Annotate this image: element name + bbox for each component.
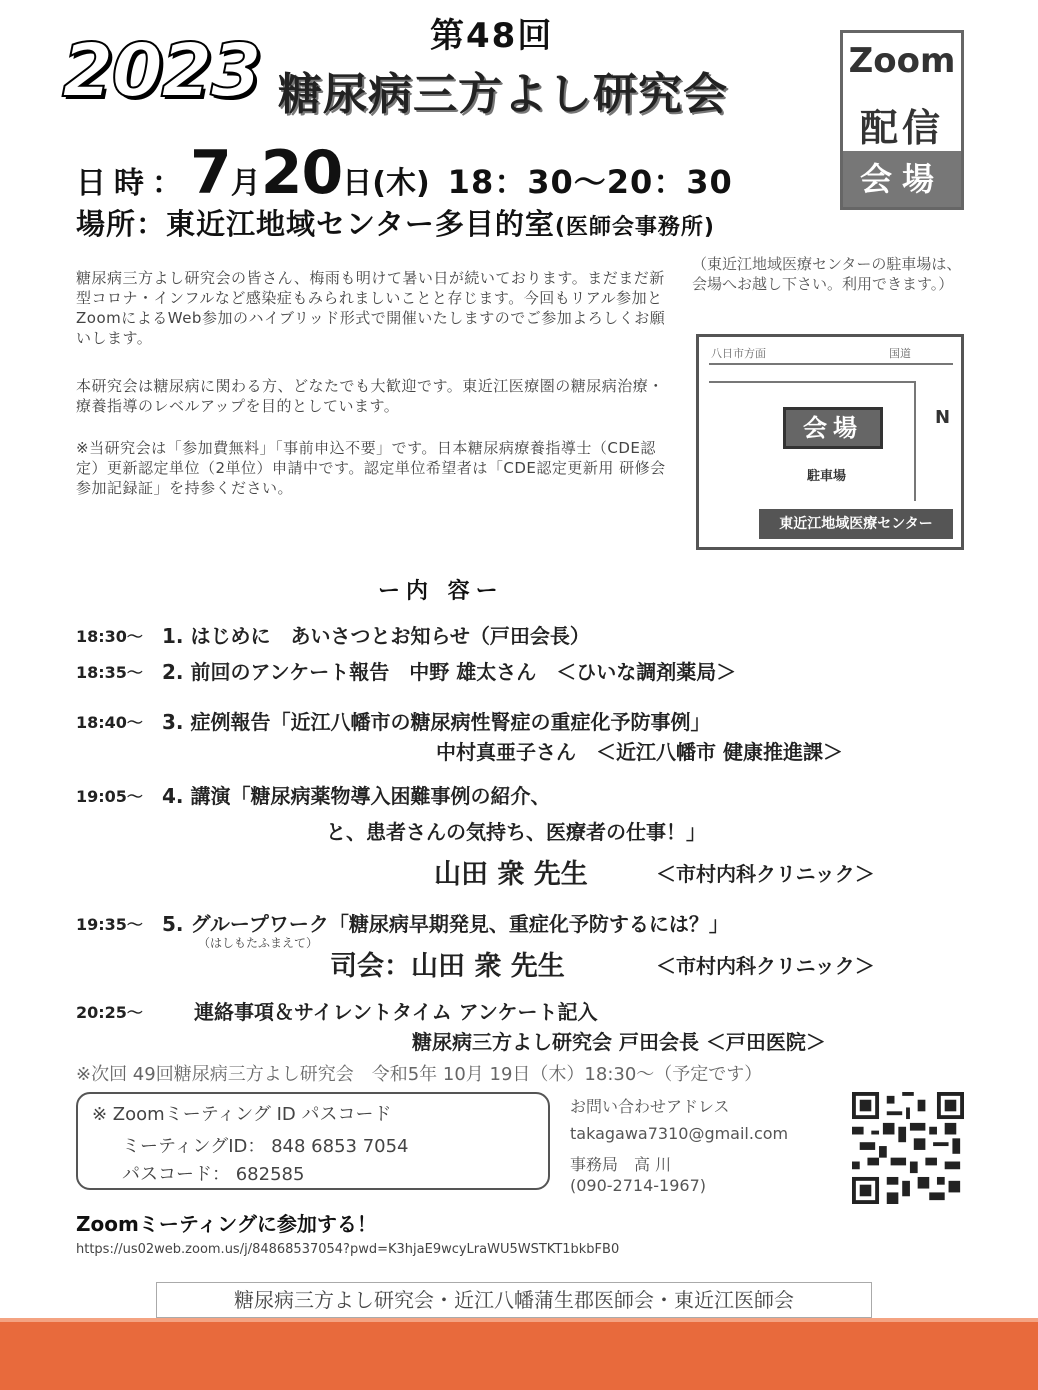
zoom-info-box — [76, 1092, 550, 1190]
program-time: 18:30～ — [76, 627, 143, 646]
map-note: （東近江地域医療センターの駐車場は、会場へお越し下さい。利用できます。） — [692, 255, 962, 293]
speaker-affiliation: ＜市村内科クリニック＞ — [656, 862, 875, 886]
map-center-label: 東近江地域医療センター — [759, 509, 953, 539]
map-road-line — [709, 381, 914, 383]
year-label: 2023 — [62, 28, 260, 114]
program-item: 中村真亜子さん ＜近江八幡市 健康推進課＞ — [436, 740, 843, 764]
north-arrow-icon: N — [935, 407, 951, 428]
date-line — [76, 138, 733, 208]
qr-code-icon[interactable] — [852, 1092, 964, 1204]
edition-label: 第48回 — [430, 16, 554, 56]
map-road-label-2: 国道 — [889, 347, 911, 360]
map-road-line — [709, 363, 953, 365]
next-meeting-notice: ※次回 49回糖尿病三方よし研究会 令和5年 10月 19日（木）18:30～（予定です） — [76, 1064, 763, 1085]
program-heading: ー内 容ー — [378, 579, 504, 604]
place-line — [76, 202, 715, 243]
moderator-affiliation: ＜市村内科クリニック＞ — [656, 954, 875, 978]
map-venue-marker: 会場 — [783, 407, 883, 449]
day-number: 20 — [260, 138, 343, 208]
program-item: 糖尿病三方よし研究会 戸田会長 ＜戸田医院＞ — [412, 1030, 826, 1054]
program-item: と、患者さんの気持ち、医療者の仕事！」 — [326, 820, 706, 844]
page-title: 糖尿病三方よし研究会 — [278, 69, 728, 120]
program-note: （はしもたふまえて） — [198, 936, 319, 950]
venue-map — [696, 334, 964, 550]
event-time: 18：30～20：30 — [447, 163, 733, 201]
month-suffix: 月 — [230, 166, 261, 201]
program-time: 18:35～ — [76, 663, 143, 682]
program-time: 19:35～ — [76, 915, 143, 934]
contact-label: お問い合わせアドレス — [570, 1097, 730, 1116]
program-item: 1. はじめに あいさつとお知らせ（戸田会長） — [162, 624, 590, 648]
place-note: (医師会事務所) — [554, 215, 715, 240]
place-label: 場所： — [76, 207, 167, 241]
program-item: 3. 症例報告「近江八幡市の糖尿病性腎症の重症化予防事例」 — [162, 710, 711, 734]
zoom-badge-kaijo: 会場 — [843, 151, 961, 207]
footer-band — [0, 1322, 1038, 1390]
program-item: 2. 前回のアンケート報告 中野 雄太さん ＜ひいな調剤薬局＞ — [162, 660, 737, 684]
date-label: 日時： — [76, 166, 190, 201]
zoom-badge-zoom: Zoom — [848, 41, 956, 81]
map-road-label: 八日市方面 — [711, 347, 766, 360]
intro-paragraph-3: ※当研究会は「参加費無料」「事前申込不要」です。日本糖尿病療養指導士（CDE認定）更新認定単位（2単位）申請中です。認定単位希望者は「CDE認定更新用 研修会参加記録証」を持参ください。 — [76, 439, 666, 497]
program-time: 20:25～ — [76, 1003, 143, 1022]
zoom-join-link[interactable]: https://us02web.zoom.us/j/84868537054?pwd=K3hjaE9wcyLraWU5WSTKT1bkbFB0 — [76, 1242, 620, 1257]
zoom-meeting-id: ミーティングID： 848 6853 7054 — [122, 1136, 409, 1157]
organizer-footer: 糖尿病三方よし研究会・近江八幡蒲生郡医師会・東近江医師会 — [156, 1282, 872, 1318]
contact-role: 事務局 高 川 — [570, 1155, 672, 1174]
contact-email[interactable]: takagawa7310@gmail.com — [570, 1124, 789, 1143]
map-parking-label: 駐車場 — [807, 469, 847, 484]
day-suffix: 日(木) — [342, 166, 430, 201]
zoom-info-title: ※ Zoomミーティング ID パスコード — [92, 1104, 392, 1125]
place-name: 東近江地域センター多目的室 — [166, 207, 555, 241]
moderator-name: 司会：山田 衆 先生 — [330, 951, 565, 982]
program-time: 19:05～ — [76, 787, 143, 806]
map-road-line — [914, 381, 916, 501]
program-item: 5. グループワーク「糖尿病早期発見、重症化予防するには？」 — [162, 912, 729, 936]
zoom-badge-haishin: 配信 — [859, 106, 944, 150]
contact-phone: (090-2714-1967) — [570, 1176, 707, 1195]
program-time: 18:40～ — [76, 713, 143, 732]
speaker-name: 山田 衆 先生 — [434, 859, 588, 890]
zoom-badge — [840, 30, 964, 210]
month-number: 7 — [190, 138, 231, 208]
zoom-passcode: パスコード： 682585 — [122, 1164, 305, 1185]
zoom-join-label: Zoomミーティングに参加する！ — [76, 1212, 377, 1236]
intro-paragraph-2: 本研究会は糖尿病に関わる方、どなたでも大歓迎です。東近江医療圏の糖尿病治療・療養指導のレベルアップを目的としています。 — [76, 377, 664, 415]
intro-paragraph-1: 糖尿病三方よし研究会の皆さん、梅雨も明けて暑い日が続いております。まだまだ新型コロナ・インフルなど感染症もみられましいことと存じます。今回もリアル参加とZoomによるWeb参加のハイブリッド形式で開催いたしますのでご参加よろしくお願いします。 — [76, 269, 666, 347]
program-item: 連絡事項＆サイレントタイム アンケート記入 — [194, 1000, 598, 1024]
program-item: 4. 講演「糖尿病薬物導入困難事例の紹介、 — [162, 784, 551, 808]
